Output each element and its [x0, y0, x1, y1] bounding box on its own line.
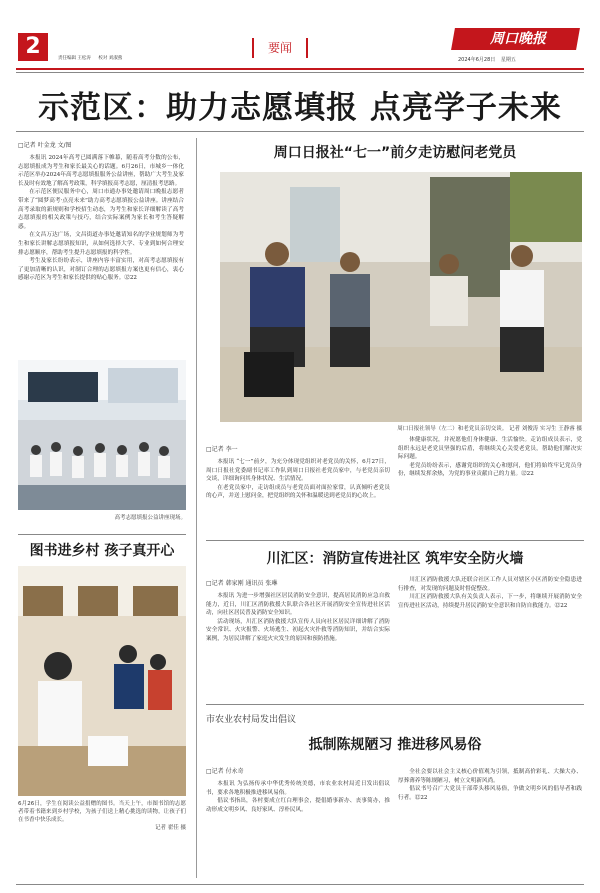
story3-body-left — [206, 458, 390, 536]
story4-byline: □记者 韩家刚 通讯员 张琳 — [206, 580, 278, 587]
proofreader-credit: 校对 刘淑燕 — [98, 56, 123, 61]
reading-children-illustration — [18, 566, 186, 796]
story3-photo-credit: 记者 刘俊涛 实习生 王静睿 摄 — [509, 426, 582, 432]
story3-photo-caption: 周口日报社领导（左二）和老党员亲切交谈。 — [397, 426, 508, 432]
story4-paragraph: 川汇区消防救援大队还联合社区工作人员对辖区小区消防安全隐患进行排查，对发现的问题及时督促整改。 — [398, 577, 582, 592]
story2-photo-caption — [18, 800, 186, 832]
story2-photo-credit: 记者 翟佳 摄 — [155, 825, 186, 831]
story3-headline: 周口日报社“七一”前夕走访慰问老党员 — [273, 145, 517, 161]
story2-caption-text: 6月26日，学生在阅读公益捐赠的图书。当天上午，市图书馆的志愿者带着书籍来到乡村学校，为孩子们送上精心挑选的读物，让孩子们在书香中快乐成长。 — [18, 801, 186, 823]
story5-kicker: 市农业农村局发出倡议 — [206, 715, 297, 725]
main-headline: 示范区：助力志愿填报 点亮学子未来 — [38, 90, 562, 126]
story3-photo-caption-line — [300, 425, 582, 433]
story5-body-left — [206, 780, 390, 878]
story1-paragraph: 考生及家长纷纷表示，讲座内容丰富实用，对高考志愿填报有了更加清晰的认识，对制订合理的志愿填报方案也更有信心，衷心感谢示范区为考生和家长提供的贴心服务。⑫22 — [18, 258, 184, 282]
page-number: 2 — [18, 33, 48, 61]
newspaper-logo: 周口晚报 — [490, 31, 546, 47]
story1-body — [18, 154, 184, 352]
story1-paragraph: 本报讯 2024年高考已圆满落下帷幕，随着高考分数的公布，志愿填报成为考生和家长最关心的话题。6月26日，市城乡一体化示范区举办2024年高考志愿填报服务公益讲座，帮助广大考生及家长及时有效地了解高考政策，科学填报高考志愿，厘清报考思路。 — [18, 155, 184, 187]
story3-paragraph: 体健康状况，并祝愿他们身体健康、生活愉快。走访组成员表示，党组织永远是老党员坚强的后盾，将继续关心关爱老党员，帮助他们解决实际问题。 — [398, 437, 582, 461]
story4-paragraph: 活动现场，川汇区消防救援大队宣传人员向社区居民详细讲解了消防安全常识、火灾报警、火场逃生、初起火灾扑救等消防知识，并结合实际案例，为居民讲解了家庭火灾发生的原因和预防措施。 — [206, 618, 390, 642]
story5-paragraph: 本报讯 为弘扬传承中华优秀传统美德，市农业农村局近日发出倡议书，要求各地积极推进移风易俗。 — [206, 781, 390, 796]
headline-rule — [16, 131, 584, 132]
editor-line — [58, 55, 128, 61]
story2-top-rule — [18, 534, 186, 535]
date-line — [458, 56, 520, 63]
story4-paragraph: 本报讯 为进一步增强社区居民消防安全意识，提高居民消防应急自救能力，近日，川汇区消防救援大队联合各社区开展消防安全宣传进社区活动，向社区居民普及消防安全知识。 — [206, 593, 390, 617]
page-bottom-rule — [16, 884, 584, 885]
column-divider — [196, 138, 197, 878]
story4-body-left — [206, 592, 390, 694]
story5-body-right — [398, 768, 582, 878]
story4-top-rule — [206, 540, 584, 541]
story5-top-rule — [206, 704, 584, 705]
story1-photo-caption: 高考志愿填报公益讲座现场。 — [114, 515, 186, 521]
story3-paragraph: 老党员纷纷表示，感谢党组织的关心和慰问，他们将始终牢记党员身份，继续发挥余热，为党的事业贡献自己的力量。⑫22 — [398, 462, 582, 478]
story3-paragraph: 本报讯 “七一”前夕，为充分体现党组织对老党员的关怀，6月27日，周口日报社党委副书记率工作队到周口日报社老党员家中，与老党员亲切交谈，详细询问其身体状况、生活情况。 — [206, 459, 390, 483]
story3-byline: □记者 李一 — [206, 446, 238, 453]
story4-headline: 川汇区：消防宣传进社区 筑牢安全防火墙 — [266, 551, 524, 567]
editor-credit: 责任编辑 王松涛 — [58, 56, 91, 61]
masthead — [0, 0, 600, 86]
issue-weekday: 星期五 — [500, 57, 516, 63]
masthead-rule — [16, 68, 584, 70]
story5-paragraph: 倡议书指出，各村要成立红白理事会，提倡婚事新办、丧事简办，推动形成文明乡风、良好家风、淳朴民风。 — [206, 798, 390, 813]
story5-paragraph: 全社会要以社会主义核心价值观为引领，抵制高价彩礼、大操大办、厚葬薄养等陈规陋习，树立文明新风尚。 — [398, 769, 582, 784]
story3-body-right — [398, 436, 582, 532]
lecture-hall-illustration — [18, 360, 186, 510]
story2-photo — [18, 566, 186, 796]
story5-byline: □记者 付永奇 — [206, 768, 244, 775]
story3-photo — [220, 172, 582, 422]
story1-paragraph: 在示范区便民服务中心，周口市通办事处邀请周口晚报志愿者带来了“圆梦高考·点亮未来”助力高考志愿填报公益讲座。讲座结合高考录取的新规则和学校招生动态，为考生和家长详细解读了高考志愿填报的相关政策与技巧，结合实际案例为家长和考生答疑解惑。 — [18, 189, 184, 230]
story5-headline: 抵制陈规陋习 推进移风易俗 — [308, 737, 482, 753]
masthead-rule-thin — [16, 72, 584, 73]
story1-paragraph: 在文昌万达广场，文昌街道办事处邀请知名的学业规划师为考生和家长讲解志愿填报知识，从如何选择大学、专业到如何合理安排志愿顺序，帮助考生提升志愿填报的科学性。 — [18, 232, 184, 256]
story3-paragraph: 在老党员家中，走访组成员与老党员面对面拉家常，认真倾听老党员的心声，并送上慰问金，把党组织的关怀和温暖送到老党员的心坎上。 — [206, 484, 390, 500]
party-members-visit-illustration — [220, 172, 582, 422]
story1-byline: □记者 叶金龙 文/图 — [18, 142, 72, 149]
story2-headline: 图书进乡村 孩子真开心 — [29, 543, 175, 559]
story1-photo — [18, 360, 186, 510]
story4-body-right — [398, 576, 582, 694]
section-label: 要闻 — [252, 38, 308, 58]
issue-date: 2024年6月28日 — [458, 57, 496, 63]
story4-paragraph: 川汇区消防救援大队有关负责人表示，下一步，将继续开展消防安全宣传进社区活动，持续提升居民消防安全意识和自防自救能力。⑫22 — [398, 594, 582, 609]
story5-paragraph: 倡议书号召广大党员干部带头移风易俗，争做文明乡风的倡导者和践行者。⑫22 — [398, 786, 582, 801]
